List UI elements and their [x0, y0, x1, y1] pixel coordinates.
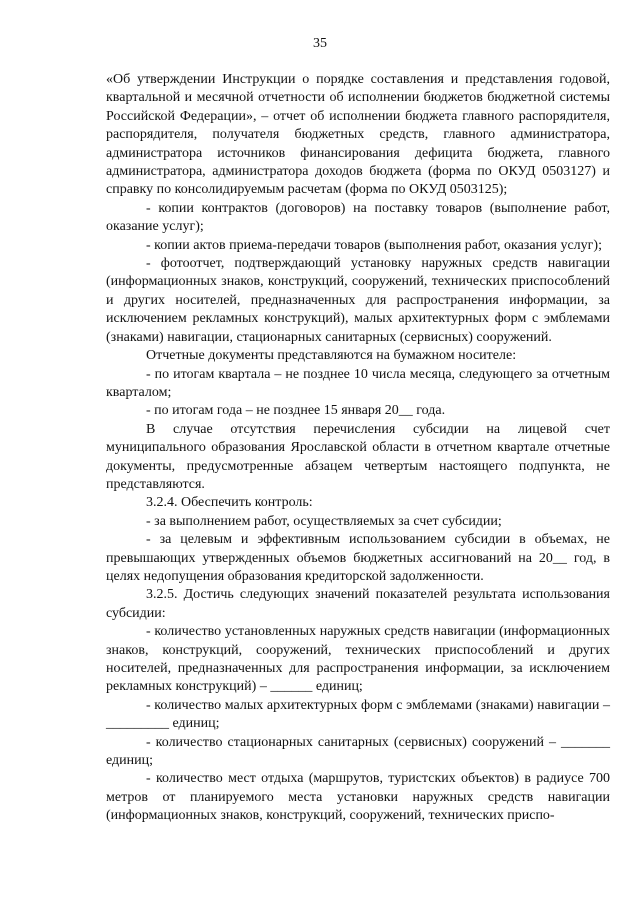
paragraph: - за выполнением работ, осуществляемых за счет субсидии; [146, 513, 502, 529]
paragraph: - количество установленных наружных средств навигации (информационных знаков, конструкций, сооружений, технических приспособлений и других носителей, предназначенных для распространения информации, за исключением рекламных конструкций) – ______ единиц; [106, 624, 610, 695]
paragraph: В случае отсутствия перечисления субсидии на лицевой счет муниципального образования Ярославской области в отчетном квартале отчетные документы, предусмотренные абзацем четвертым настоящего подпункта, не представляются. [106, 421, 610, 492]
paragraph: 3.2.5. Достичь следующих значений показателей результата использования субсидии: [106, 587, 610, 621]
document-body [106, 71, 610, 826]
paragraph: - по итогам года – не позднее 15 января 20__ года. [146, 403, 446, 419]
paragraph: - за целевым и эффективным использованием субсидии в объемах, не превышающих утвержденных объемов бюджетных ассигнований на 20__ год, в целях недопущения образования кредиторской задолженности. [106, 532, 610, 584]
paragraph: - количество стационарных санитарных (сервисных) сооружений – _______ единиц; [106, 734, 610, 769]
paragraph: - фотоотчет, подтверждающий установку наружных средств навигации (информационных знаков, конструкций, сооружений, технических приспособлений и других носителей, предназначенных для распространения информации, за исключением рекламных конструкций), малых архитектурных форм с эмблемами (знаками) навигации, стационарных санитарных (сервисных) сооружений. [106, 256, 610, 345]
paragraph: - по итогам квартала – не позднее 10 числа месяца, следующего за отчетным кварталом; [106, 366, 610, 400]
paragraph: - копии актов приема-передачи товаров (выполнения работ, оказания услуг); [146, 237, 602, 253]
paragraph: - количество малых архитектурных форм с эмблемами (знаками) навигации – _________ единиц; [106, 697, 610, 732]
paragraph: «Об утверждении Инструкции о порядке составления и представления годовой, квартальной и месячной отчетности об исполнении бюджетов бюджетной системы Российской Федерации», – отчет об исполнении бюджета главного распорядителя, распорядителя, получателя бюджетных средств, главного администратора, администратора источников финансирования дефицита бюджета, главного администратора, администратора доходов бюджета (форма по ОКУД 0503127) и справку по консолидируемым расчетам (форма по ОКУД 0503125); [106, 72, 610, 198]
paragraph: 3.2.4. Обеспечить контроль: [146, 495, 313, 511]
paragraph: - копии контрактов (договоров) на поставку товаров (выполнение работ, оказание услуг); [106, 200, 610, 235]
page-number: 35 [313, 36, 327, 51]
paragraph: - количество мест отдыха (маршрутов, туристских объектов) в радиусе 700 метров от планируемого места установки наружных средств навигации (информационных знаков, конструкций, сооружений, технических приспо- [106, 771, 610, 824]
paragraph: Отчетные документы представляются на бумажном носителе: [146, 348, 517, 364]
